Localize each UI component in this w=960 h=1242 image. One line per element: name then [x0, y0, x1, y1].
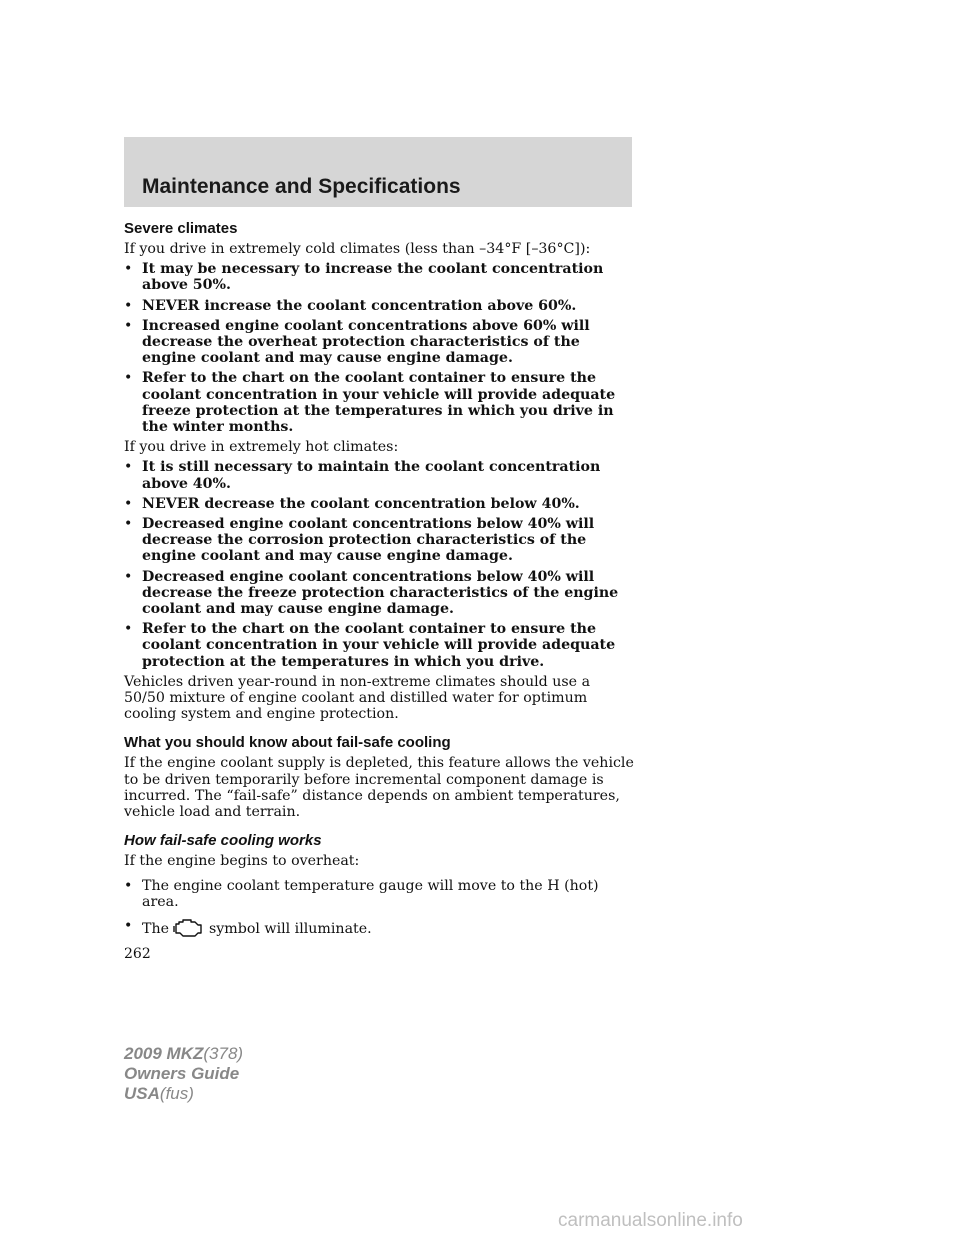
heading-how-fail-safe-works: How fail-safe cooling works	[124, 832, 322, 850]
bullet-text: Decreased engine coolant concentrations below 40% will decrease the freeze protection characteristics of the engine coolant and may cause engine damage.	[142, 568, 619, 618]
footer-guide: Owners Guide	[124, 1064, 240, 1083]
bullet-text: It is still necessary to maintain the coolant concentration above 40%.	[142, 459, 601, 492]
bullet-text: NEVER decrease the coolant concentration below 40%.	[142, 495, 580, 512]
bullet: •	[124, 317, 133, 334]
list-item	[124, 918, 634, 942]
bullet: •	[124, 495, 133, 512]
list-item	[124, 878, 634, 910]
bullet-text: NEVER increase the coolant concentration above 60%.	[142, 297, 577, 314]
bullet-text: Increased engine coolant concentrations above 60% will decrease the overheat protection characteristics of the engine coolant and may cause engine damage.	[142, 317, 590, 367]
bullet-text: It may be necessary to increase the coolant concentration above 50%.	[142, 261, 604, 294]
document-footer	[124, 1044, 243, 1104]
footer-model: 2009 MKZ	[124, 1044, 204, 1063]
list-item	[124, 298, 634, 314]
bullet: •	[124, 917, 133, 934]
bullet-text: Decreased engine coolant concentrations below 40% will decrease the corrosion protection characteristics of the engine coolant and may cause engine damage.	[142, 516, 595, 565]
bullet: •	[124, 621, 133, 638]
list-item	[124, 496, 634, 512]
bullet-text: Refer to the chart on the coolant container to ensure the coolant concentration in your vehicle will provide adequate protection at the temperatures in which you drive.	[142, 621, 616, 670]
heading-fail-safe: What you should know about fail-safe cooling	[124, 734, 451, 752]
fail-safe-paragraph: If the engine coolant supply is depleted, this feature allows the vehicle to be driven temporarily before incremental component damage is incurred. The “fail-safe” distance depends on ambient temperatures, vehicle load and terrain.	[124, 755, 634, 821]
heading-severe-climates: Severe climates	[124, 220, 238, 237]
bullet-text: The engine coolant temperature gauge will move to the H (hot) area.	[142, 877, 599, 910]
section-title: Maintenance and Specifications	[142, 175, 461, 198]
bullet: •	[124, 877, 133, 894]
bullet: •	[124, 261, 133, 278]
cold-intro: If you drive in extremely cold climates (less than –34°F [–36°C]):	[124, 241, 591, 257]
bullet-text-after: symbol will illuminate.	[209, 920, 372, 937]
hot-intro: If you drive in extremely hot climates:	[124, 439, 399, 456]
list-item	[124, 516, 634, 565]
list-item	[124, 569, 634, 618]
engine-icon	[173, 918, 203, 942]
list-item	[124, 459, 634, 491]
bullet-text	[142, 918, 634, 942]
closing-paragraph: Vehicles driven year-round in non-extreme climates should use a 50/50 mixture of engine coolant and distilled water for optimum cooling system and engine protection.	[124, 673, 591, 723]
page-number: 262	[124, 946, 151, 962]
page-content	[124, 220, 634, 946]
footer-model-code: (378)	[203, 1044, 244, 1063]
bullet: •	[124, 459, 133, 476]
bullet-text: Refer to the chart on the coolant container to ensure the coolant concentration in your vehicle will provide adequate freeze protection at the temperatures in which you drive in the winter months.	[142, 370, 616, 436]
list-item	[124, 318, 634, 367]
bullet: •	[124, 568, 133, 585]
bullet: •	[124, 370, 133, 387]
bullet: •	[124, 297, 133, 314]
footer-region-code: (fus)	[159, 1084, 194, 1103]
list-item	[124, 261, 634, 293]
watermark: carmanualsonline.info	[558, 1210, 743, 1231]
footer-region: USA	[124, 1084, 160, 1103]
bullet: •	[124, 516, 133, 533]
list-item	[124, 621, 634, 670]
overheat-intro: If the engine begins to overheat:	[124, 853, 360, 870]
bullet-text-before: The	[142, 920, 169, 937]
list-item	[124, 370, 634, 435]
